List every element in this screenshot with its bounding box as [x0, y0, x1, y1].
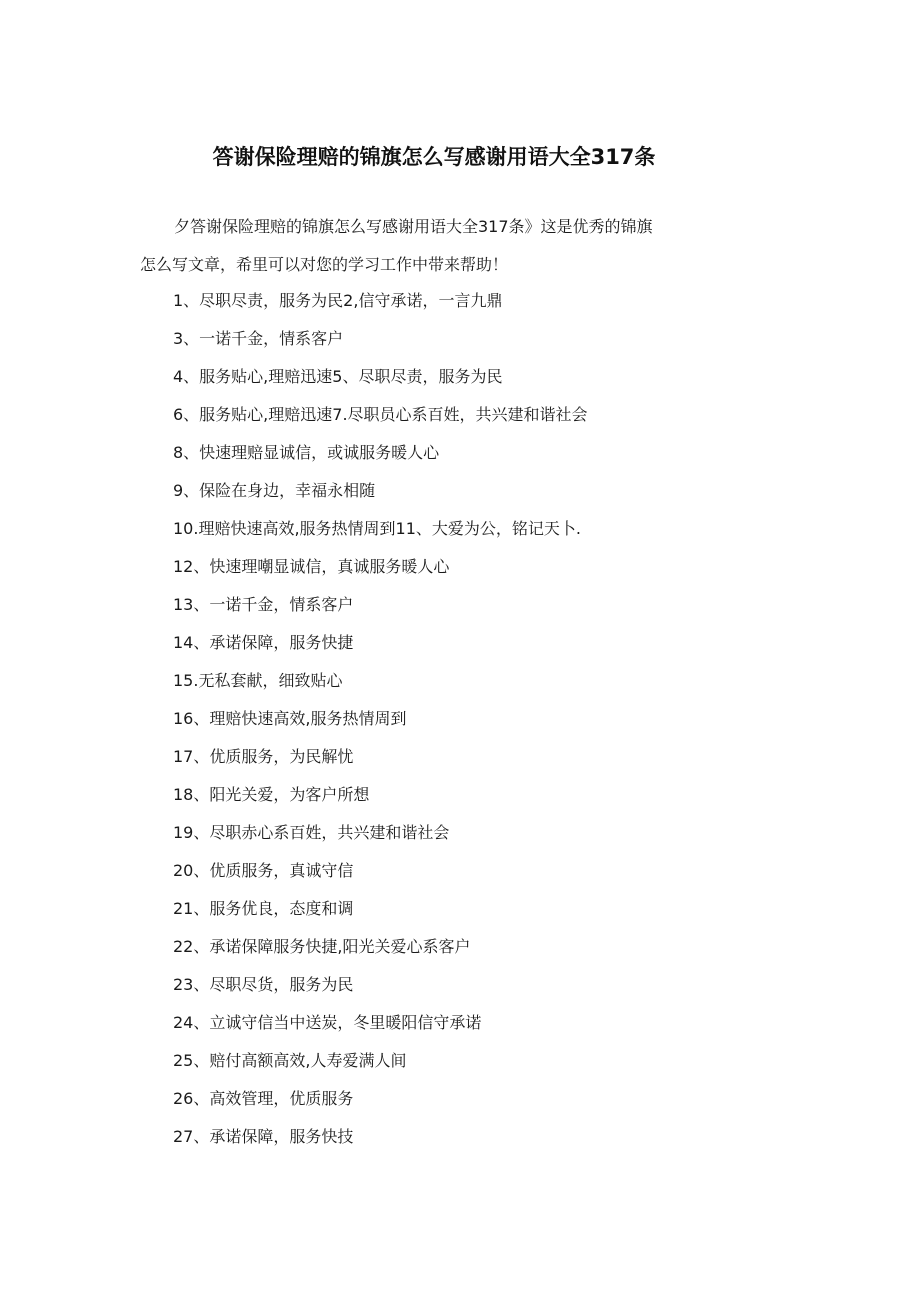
list-item: 14、承诺保障，服务快捷	[173, 633, 354, 652]
list-item: 13、一诺千金，情系客户	[173, 595, 354, 614]
list-item: 20、优质服务，真诚守信	[173, 861, 354, 880]
list-item: 3、一诺千金，情系客户	[173, 329, 344, 348]
intro-paragraph	[140, 208, 740, 284]
list-item: 17、优质服务，为民解忧	[173, 747, 354, 766]
intro-line: 怎么写文章，希里可以对您的学习工作中带来帮助！	[140, 255, 509, 274]
list-item: 19、尽职赤心系百姓，共兴建和谐社会	[173, 823, 450, 842]
list-item: 24、立诚守信当中送炭，冬里暖阳信守承诺	[173, 1013, 482, 1032]
list-item: 16、理赔快速高效,服务热情周到	[173, 709, 407, 728]
list-item: 25、赔付高额高效,人寿爱满人间	[173, 1051, 407, 1070]
list-item: 21、服务优良，态度和调	[173, 899, 354, 918]
phrase-list	[173, 282, 793, 1156]
list-item: 26、高效管理，优质服务	[173, 1089, 354, 1108]
list-item: 18、阳光关爱，为客户所想	[173, 785, 370, 804]
list-item: 8、快速理赔显诚信，或诚服务暖人心	[173, 443, 440, 462]
list-item: 10.理赔快速高效,服务热情周到11、大爱为公，铭记天卜.	[173, 519, 581, 538]
intro-line: 夕答谢保险理赔的锦旗怎么写感谢用语大全317条》这是优秀的锦旗	[174, 217, 653, 236]
list-item: 9、保险在身边，幸福永相随	[173, 481, 376, 500]
list-item: 22、承诺保障服务快捷,阳光关爱心系客户	[173, 937, 471, 956]
list-item: 4、服务贴心,理赔迅速5、尽职尽责，服务为民	[173, 367, 503, 386]
page-title: 答谢保险理赔的锦旗怎么写感谢用语大全317条	[212, 145, 656, 170]
list-item: 15.无私套献，细致贴心	[173, 671, 343, 690]
list-item: 6、服务贴心,理赔迅速7.尽职员心系百姓，共兴建和谐社会	[173, 405, 588, 424]
list-item: 27、承诺保障，服务快技	[173, 1127, 354, 1146]
list-item: 12、快速理嘲显诚信，真诚服务暖人心	[173, 557, 450, 576]
list-item: 1、尽职尽责，服务为民2,信守承诺，一言九鼎	[173, 291, 503, 310]
list-item: 23、尽职尽货，服务为民	[173, 975, 354, 994]
